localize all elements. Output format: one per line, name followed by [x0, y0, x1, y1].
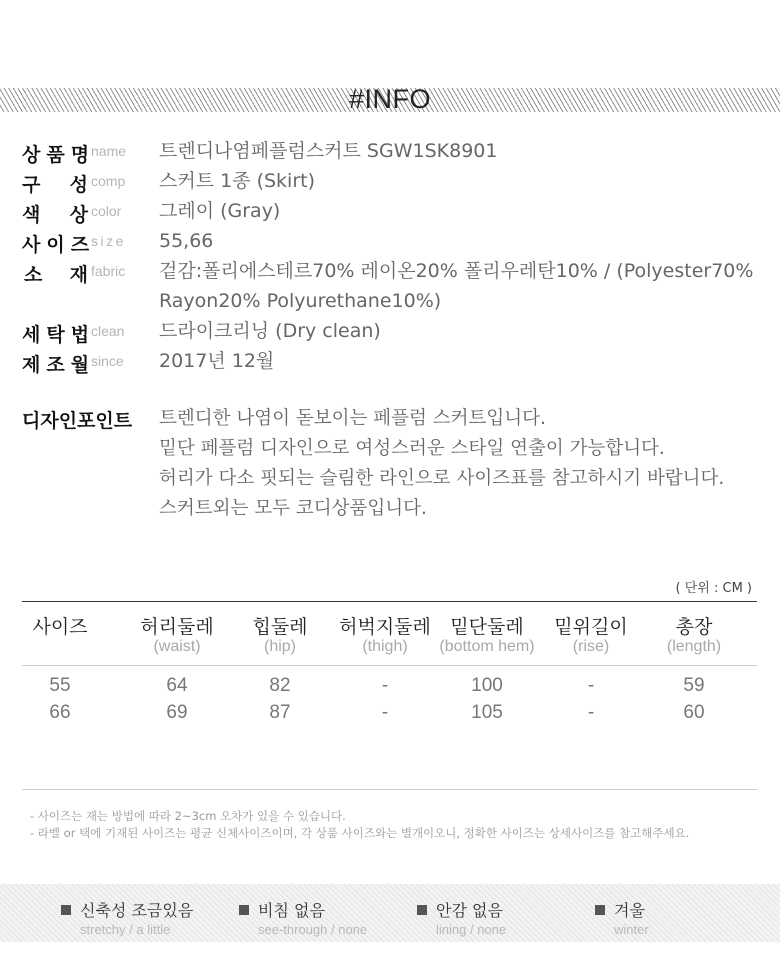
fabric-value-line: Rayon20% Polyurethane10%): [159, 290, 442, 312]
table-cell: -: [381, 702, 389, 723]
size-unit-label: ( 단위 : CM ): [675, 581, 752, 596]
table-cell: 69: [166, 702, 188, 723]
table-cell: 55: [49, 675, 71, 696]
table-header-sub: (length): [666, 638, 722, 655]
fabric-value-line: 겉감:폴리에스테르70% 레이온20% 폴리우레탄10% / (Polyester70%: [159, 260, 754, 282]
detail-label: 상품명: [22, 144, 96, 166]
detail-value: 트렌디나염페플럼스커트 SGW1SK8901: [159, 140, 498, 162]
table-header: 밑위길이: [554, 616, 628, 638]
detail-label: 색 상: [22, 204, 88, 226]
detail-label: 제조월: [22, 354, 96, 376]
table-cell: 66: [49, 702, 71, 723]
detail-value: 드라이크리닝 (Dry clean): [159, 320, 381, 342]
detail-value: [159, 256, 779, 316]
detail-value: 2017년 12월: [159, 350, 275, 372]
table-header: 힙둘레: [252, 616, 308, 638]
feature-season: 겨울 winter: [595, 898, 649, 937]
table-header: 허벅지둘레: [339, 616, 431, 638]
design-point-label: 디자인포인트: [22, 410, 133, 432]
detail-label: 사이즈: [22, 234, 96, 256]
table-cell: -: [587, 702, 595, 723]
detail-sub-label: clean: [91, 323, 125, 339]
table-header-rule: [22, 665, 757, 666]
table-cell: 82: [269, 675, 291, 696]
detail-sub-label: comp: [91, 173, 126, 189]
bullet-square-icon: [595, 905, 605, 915]
detail-value: 55,66: [159, 230, 214, 252]
feature-see-through: 비침 없음 see-through / none: [239, 898, 367, 937]
bullet-square-icon: [61, 905, 71, 915]
table-header-sub: (hip): [263, 638, 297, 655]
detail-label: 구 성: [22, 174, 88, 196]
table-header: 총장: [675, 616, 713, 638]
size-note: - 사이즈는 재는 방법에 따라 2~3cm 오차가 있을 수 있습니다.: [30, 809, 346, 823]
table-cell: 105: [471, 702, 503, 723]
table-cell: 64: [166, 675, 188, 696]
feature-lining: 안감 없음 lining / none: [417, 898, 506, 937]
detail-value: 그레이 (Gray): [159, 200, 281, 222]
table-header-sub: (rise): [572, 638, 610, 655]
table-cell: 59: [683, 675, 705, 696]
detail-label: 세탁법: [22, 324, 96, 346]
table-cell: -: [381, 675, 389, 696]
table-header-sub: (thigh): [362, 638, 408, 655]
detail-label: 소 재: [24, 264, 88, 286]
design-point-line: 허리가 다소 핏되는 슬림한 라인으로 사이즈표를 참고하시기 바랍니다.: [159, 468, 725, 489]
detail-sub-label: name: [91, 143, 127, 159]
info-title: #INFO: [348, 84, 432, 114]
detail-sub-label: size: [91, 233, 126, 249]
info-banner: [0, 84, 780, 114]
detail-sub-label: since: [91, 353, 124, 369]
table-top-rule: [22, 601, 757, 602]
table-cell: 87: [269, 702, 291, 723]
table-cell: 100: [471, 675, 503, 696]
detail-sub-label: fabric: [91, 263, 126, 279]
table-header: 사이즈: [32, 616, 88, 638]
table-cell: 60: [683, 702, 705, 723]
feature-bar: [0, 884, 780, 942]
table-header: 밑단둘레: [450, 616, 524, 638]
detail-value: 스커트 1종 (Skirt): [159, 170, 316, 192]
size-note: - 라벨 or 택에 기재된 사이즈는 평균 신체사이즈이며, 각 상품 사이즈와는 별개이오니, 정확한 사이즈는 상세사이즈를 참고해주세요.: [30, 826, 690, 840]
bullet-square-icon: [417, 905, 427, 915]
table-header-sub: (waist): [153, 638, 201, 655]
table-cell: -: [587, 675, 595, 696]
table-header: 허리둘레: [140, 616, 214, 638]
detail-sub-label: color: [91, 203, 122, 219]
design-point-line: 트렌디한 나염이 돋보이는 페플럼 스커트입니다.: [159, 408, 546, 429]
table-header-sub: (bottom hem): [439, 638, 535, 655]
bullet-square-icon: [239, 905, 249, 915]
feature-stretch: 신축성 조금있음 stretchy / a little: [61, 898, 193, 937]
design-point-text: [159, 404, 769, 524]
design-point-line: 스커트외는 모두 코디상품입니다.: [159, 498, 427, 519]
table-bottom-rule: [22, 789, 757, 790]
design-point-line: 밑단 페플럼 디자인으로 여성스러운 스타일 연출이 가능합니다.: [159, 438, 665, 459]
